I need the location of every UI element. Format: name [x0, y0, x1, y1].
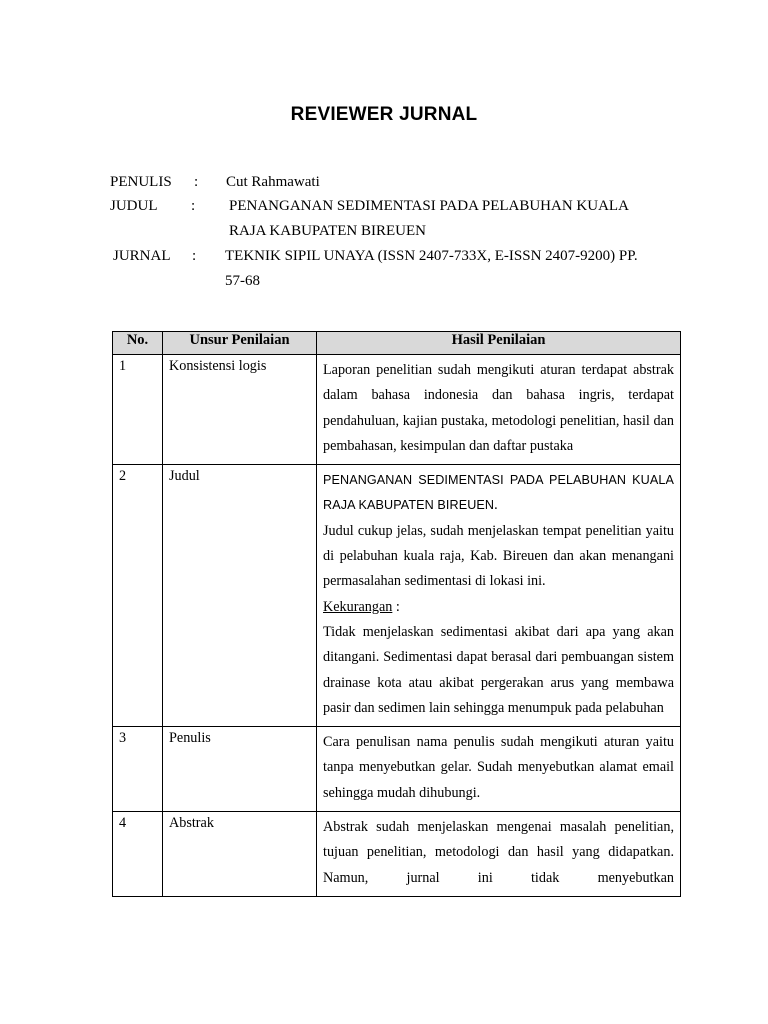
- judul-value-line1: PENANGANAN SEDIMENTASI PADA PELABUHAN KUALA: [229, 198, 629, 214]
- document-title: REVIEWER JURNAL: [290, 104, 478, 125]
- row-criterion: Judul: [163, 465, 317, 727]
- row-number: 3: [113, 727, 163, 812]
- header-unsur: Unsur Penilaian: [163, 332, 317, 355]
- row-result: Cara penulisan nama penulis sudah mengikuti aturan yaitu tanpa menyebutkan gelar. Sudah menyebutkan alamat email sehingga mudah dihubungi.: [317, 727, 681, 812]
- table-row: [113, 355, 681, 465]
- judul-label: JUDUL: [110, 198, 158, 214]
- row-result: Abstrak sudah menjelaskan mengenai masalah penelitian, tujuan penelitian, metodologi dan hasil yang didapatkan. Namun, jurnal ini tidak menyebutkan: [317, 812, 681, 897]
- judul-value-line2: RAJA KABUPATEN BIREUEN: [229, 223, 426, 239]
- row-criterion: Penulis: [163, 727, 317, 812]
- penulis-colon: :: [194, 174, 199, 190]
- kekurangan-label: Kekurangan: [323, 598, 393, 615]
- result-title-period: .: [494, 497, 498, 514]
- kekurangan-colon: :: [392, 598, 400, 615]
- row-number: 4: [113, 812, 163, 897]
- penulis-label: PENULIS: [110, 174, 172, 190]
- row-number: 1: [113, 355, 163, 465]
- row-result: Laporan penelitian sudah mengikuti aturan terdapat abstrak dalam bahasa indonesia dan bahasa ingris, terdapat pendahuluan, kajian pustaka, metodologi penelitian, hasil dan pembahasan, kesimpulan dan daftar pustaka: [317, 355, 681, 465]
- row-number: 2: [113, 465, 163, 727]
- table-row: [113, 812, 681, 897]
- table-header-row: [113, 332, 681, 355]
- header-hasil: Hasil Penilaian: [317, 332, 681, 355]
- assessment-table: [112, 331, 681, 897]
- result-paragraph: Judul cukup jelas, sudah menjelaskan tempat penelitian yaitu di pelabuhan kuala raja, Kab. Bireuen dan akan menangani permasalahan sedimentasi di lokasi ini.: [323, 522, 674, 590]
- jurnal-label: JURNAL: [113, 248, 171, 264]
- result-paragraph: Tidak menjelaskan sedimentasi akibat dari apa yang akan ditangani. Sedimentasi dapat berasal dari pembuangan sistem drainase kota atau akibat pergerakan arus yang membawa pasir dan sedimen lain sehingga menumpuk pada pelabuhan: [323, 623, 674, 716]
- kekurangan-line: [323, 595, 674, 620]
- table-row: [113, 727, 681, 812]
- judul-colon: :: [191, 198, 196, 214]
- result-title-line: [323, 468, 674, 519]
- jurnal-value-line2: 57-68: [225, 273, 260, 289]
- row-result: [317, 465, 681, 727]
- row-criterion: Konsistensi logis: [163, 355, 317, 465]
- table-row: [113, 465, 681, 727]
- row-criterion: Abstrak: [163, 812, 317, 897]
- result-title-caps: PENANGANAN SEDIMENTASI PADA PELABUHAN KUALA RAJA KABUPATEN BIREUEN: [323, 473, 674, 513]
- penulis-value: Cut Rahmawati: [226, 174, 320, 190]
- jurnal-colon: :: [192, 248, 197, 264]
- header-no: No.: [113, 332, 163, 355]
- jurnal-value-line1: TEKNIK SIPIL UNAYA (ISSN 2407-733X, E-ISSN 2407-9200) PP.: [225, 248, 638, 264]
